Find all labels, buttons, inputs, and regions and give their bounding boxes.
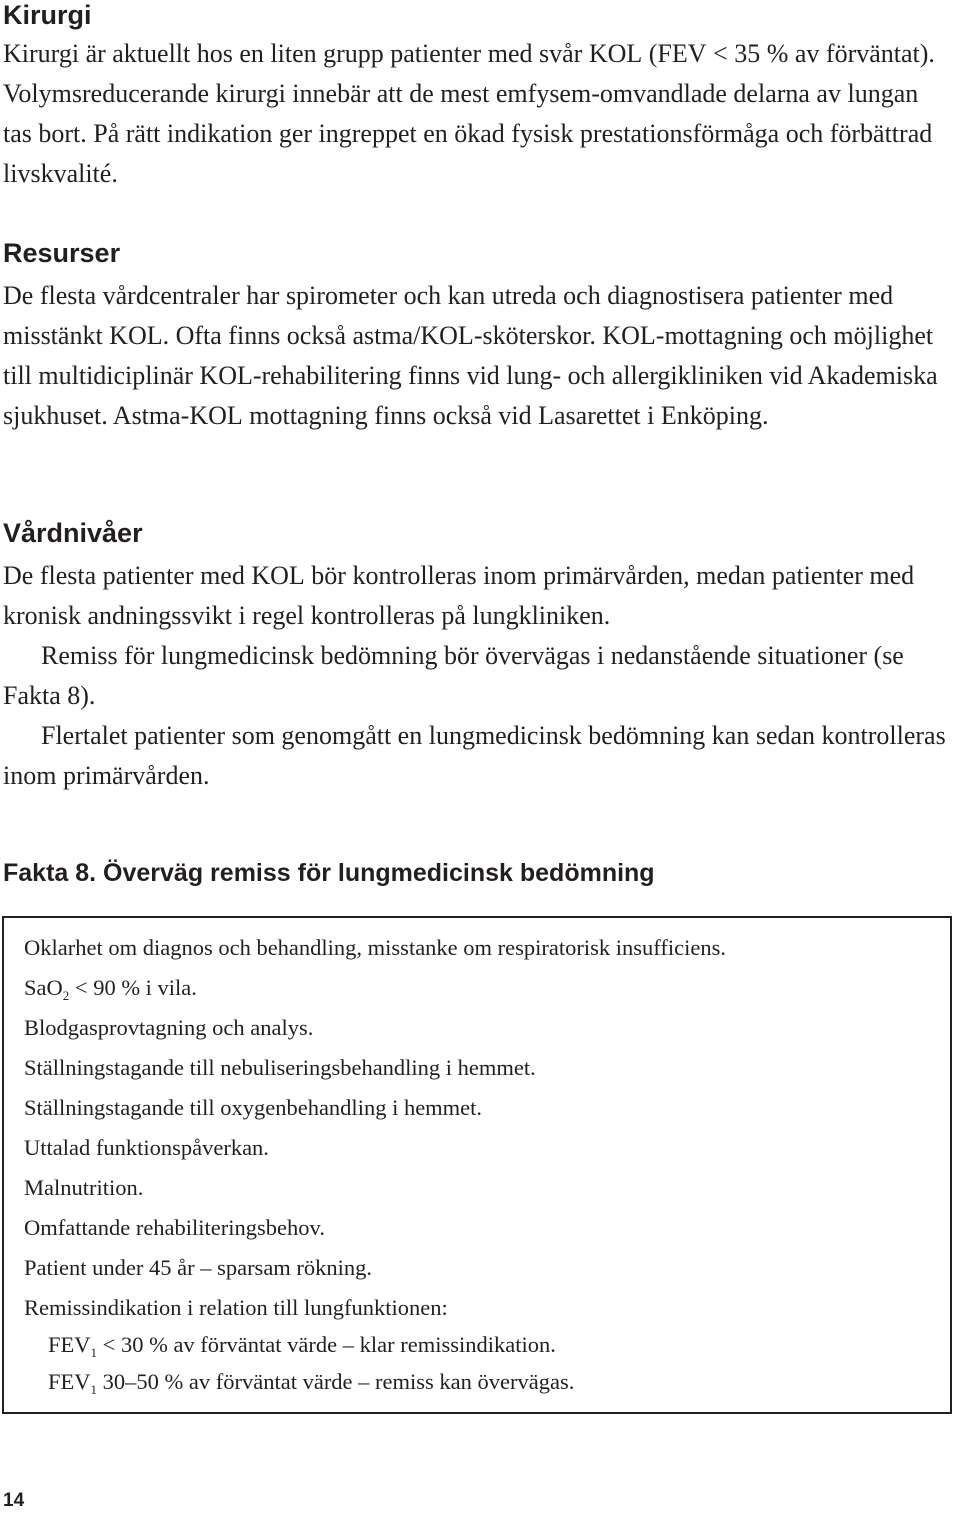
fakta-item: Omfattande rehabiliteringsbehov. — [24, 1215, 325, 1240]
heading-resurser: Resurser — [3, 238, 121, 268]
heading-kirurgi: Kirurgi — [3, 0, 92, 30]
fakta-item: Ställningstagande till nebuliseringsbehandling i hemmet. — [24, 1055, 536, 1080]
paragraph-vardnivaer-1: De flesta patienter med KOL bör kontrolleras inom primärvården, medan patienter med kronisk andningssvikt i regel kontrolleras på lungkliniken. — [3, 561, 915, 630]
fakta-item-fev1-b: $FEV_1$ 30–50 % av förväntat värde – remiss kan övervägas. — [48, 1369, 575, 1397]
fakta-item: Patient under 45 år – sparsam rökning. — [24, 1255, 373, 1280]
fakta-item-fev1-a: $FEV_1 < 30$ % av förväntat värde – klar remissindikation. — [48, 1332, 556, 1360]
paragraph-kirurgi: Kirurgi är aktuellt hos en liten grupp patienter med svår KOL (FEV < 35 % av förväntat). Volymsreducerande kirurgi innebär att de mest emfysem-omvandlade delarna av lungan tas bort. På rätt indikation ger ingreppet en ökad fysisk prestationsförmåga och förbättrad livskvalité. — [3, 39, 935, 188]
fakta-box — [2, 916, 952, 1414]
fakta-item: Remissindikation i relation till lungfunktionen: — [24, 1295, 448, 1320]
fakta-item: Oklarhet om diagnos och behandling, misstanke om respiratorisk insufficiens. — [24, 935, 726, 960]
fakta-item: Malnutrition. — [24, 1175, 144, 1200]
paragraph-resurser: De flesta vårdcentraler har spirometer och kan utreda och diagnostisera patienter med misstänkt KOL. Ofta finns också astma/KOL-sköterskor. KOL-mottagning och möjlighet till multidiciplinär KOL-rehabilitering finns vid lung- och allergikliniken vid Akademiska sjukhuset. Astma-KOL mottagning finns också vid Lasarettet i Enköping. — [3, 281, 938, 430]
fakta-heading: Fakta 8. Överväg remiss för lungmedicinsk bedömning — [3, 859, 655, 887]
page-number: 14 — [3, 1490, 25, 1511]
fakta-item-sao2: SaO$_2$ < 90 % i vila. — [24, 975, 197, 1003]
paragraph-vardnivaer-2: Remiss för lungmedicinsk bedömning bör övervägas i nedanstående situationer (se Fakta 8). — [3, 641, 904, 710]
fakta-item: Ställningstagande till oxygenbehandling i hemmet. — [24, 1095, 483, 1120]
paragraph-vardnivaer-3: Flertalet patienter som genomgått en lungmedicinsk bedömning kan sedan kontrolleras inom primärvården. — [3, 721, 946, 790]
fakta-item: Blodgasprovtagning och analys. — [24, 1015, 314, 1040]
fakta-item: Uttalad funktionspåverkan. — [24, 1135, 269, 1160]
heading-vardnivaer: Vårdnivåer — [3, 518, 143, 548]
